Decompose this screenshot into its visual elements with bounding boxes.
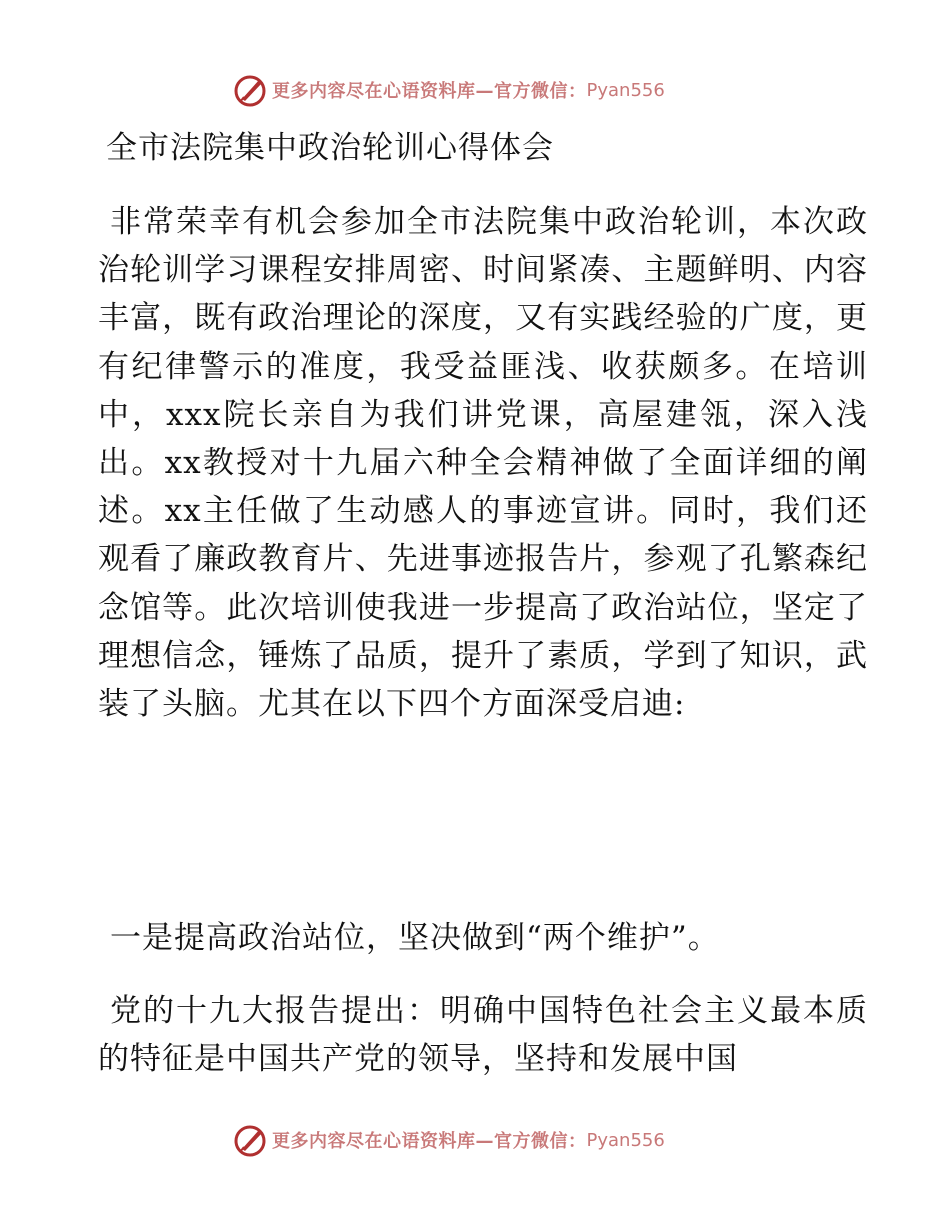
- watermark-text: 更多内容尽在心语资料库—官方微信：: [272, 81, 587, 102]
- footer-watermark: [232, 1120, 665, 1160]
- quill-logo-icon: [232, 1122, 268, 1158]
- watermark-contact: Pyan556: [586, 1129, 665, 1151]
- watermark-text: 更多内容尽在心语资料库—官方微信：: [272, 1131, 587, 1152]
- watermark-contact: Pyan556: [586, 79, 665, 101]
- document-title: 全市法院集中政治轮训心得体会: [106, 130, 554, 166]
- body-paragraph: 党的十九大报告提出：明确中国特色社会主义最本质的特征是中国共产党的领导，坚持和发展中国: [98, 993, 868, 1078]
- header-watermark: [232, 70, 665, 110]
- quill-logo-icon: [232, 72, 268, 108]
- body-paragraph: 非常荣幸有机会参加全市法院集中政治轮训，本次政治轮训学习课程安排周密、时间紧凑、主题鲜明、内容丰富，既有政治理论的深度，又有实践经验的广度，更有纪律警示的准度，我受益匪浅、收获颇多。在培训中，xxx院长亲自为我们讲党课，高屋建瓴，深入浅出。xx教授对十九届六种全会精神做了全面详细的阐述。xx主任做了生动感人的事迹宣讲。同时，我们还观看了廉政教育片、先进事迹报告片，参观了孔繁森纪念馆等。此次培训使我进一步提高了政治站位，坚定了理想信念，锤炼了品质，提升了素质，学到了知识，武装了头脑。尤其在以下四个方面深受启迪:: [98, 204, 868, 723]
- section-heading-1: 一是提高政治站位，坚决做到“两个维护”。: [110, 920, 720, 956]
